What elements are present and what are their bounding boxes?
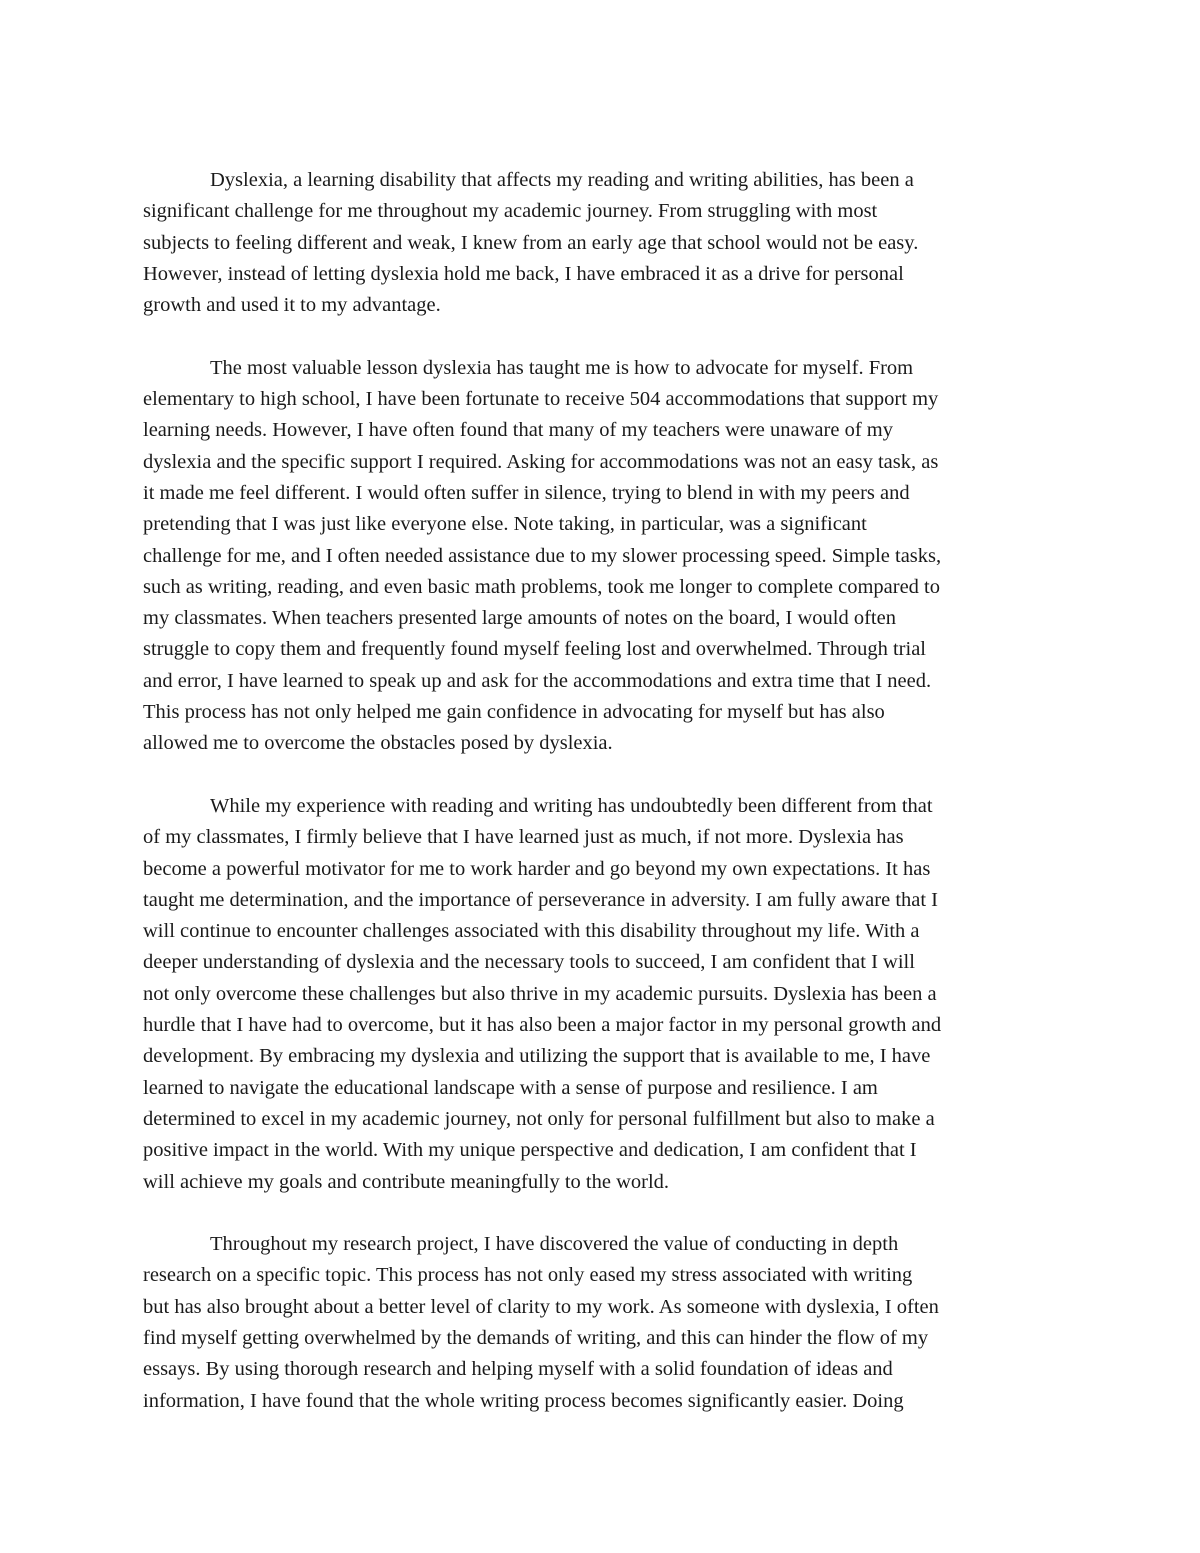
text-line: of my classmates, I firmly believe that I have learned just as much, if not more. Dyslexia has xyxy=(143,826,904,849)
paragraph-2 xyxy=(143,353,1063,760)
text-line: Throughout my research project, I have discovered the value of conducting in depth xyxy=(210,1233,899,1256)
text-line: This process has not only helped me gain confidence in advocating for myself but has also xyxy=(143,701,885,724)
text-line: development. By embracing my dyslexia and utilizing the support that is available to me, I have xyxy=(143,1045,931,1068)
text-line: find myself getting overwhelmed by the demands of writing, and this can hinder the flow of my xyxy=(143,1326,929,1349)
text-line: hurdle that I have had to overcome, but it has also been a major factor in my personal growth and xyxy=(143,1014,942,1037)
text-line: allowed me to overcome the obstacles posed by dyslexia. xyxy=(143,732,613,755)
text-line: taught me determination, and the importance of perseverance in adversity. I am fully aware that I xyxy=(143,888,939,911)
text-line: pretending that I was just like everyone else. Note taking, in particular, was a significant xyxy=(143,513,867,536)
text-line: it made me feel different. I would often suffer in silence, trying to blend in with my peers and xyxy=(143,481,910,504)
paragraph-3 xyxy=(143,791,1063,1198)
text-line: learning needs. However, I have often found that many of my teachers were unaware of my xyxy=(143,419,893,442)
text-line: The most valuable lesson dyslexia has taught me is how to advocate for myself. From xyxy=(210,356,914,379)
text-line: not only overcome these challenges but also thrive in my academic pursuits. Dyslexia has been a xyxy=(143,982,937,1005)
text-line: growth and used it to my advantage. xyxy=(143,294,441,317)
text-line: dyslexia and the specific support I required. Asking for accommodations was not an easy task, as xyxy=(143,450,939,473)
text-line: essays. By using thorough research and helping myself with a solid foundation of ideas and xyxy=(143,1358,893,1381)
paragraph-4 xyxy=(143,1229,1063,1417)
text-line: information, I have found that the whole writing process becomes significantly easier. Doing xyxy=(143,1389,904,1412)
text-line: elementary to high school, I have been fortunate to receive 504 accommodations that support my xyxy=(143,388,939,411)
text-line: deeper understanding of dyslexia and the necessary tools to succeed, I am confident that I will xyxy=(143,951,915,974)
text-line: positive impact in the world. With my unique perspective and dedication, I am confident that I xyxy=(143,1139,917,1162)
text-line: become a powerful motivator for me to work harder and go beyond my own expectations. It has xyxy=(143,857,931,880)
paragraph-1 xyxy=(143,165,1063,321)
text-line: my classmates. When teachers presented large amounts of notes on the board, I would often xyxy=(143,607,896,630)
text-line: such as writing, reading, and even basic math problems, took me longer to complete compared to xyxy=(143,575,940,598)
text-line: challenge for me, and I often needed assistance due to my slower processing speed. Simple tasks, xyxy=(143,544,942,567)
text-line: but has also brought about a better level of clarity to my work. As someone with dyslexia, I often xyxy=(143,1295,939,1318)
text-line: However, instead of letting dyslexia hold me back, I have embraced it as a drive for personal xyxy=(143,262,904,285)
text-line: determined to excel in my academic journey, not only for personal fulfillment but also to make a xyxy=(143,1107,935,1130)
text-line: struggle to copy them and frequently found myself feeling lost and overwhelmed. Through trial xyxy=(143,638,926,661)
text-line: research on a specific topic. This process has not only eased my stress associated with writing xyxy=(143,1264,913,1287)
text-line: Dyslexia, a learning disability that affects my reading and writing abilities, has been a xyxy=(210,169,914,191)
text-line: significant challenge for me throughout my academic journey. From struggling with most xyxy=(143,200,878,223)
text-line: will continue to encounter challenges associated with this disability throughout my life. With a xyxy=(143,920,920,943)
text-line: and error, I have learned to speak up and ask for the accommodations and extra time that I need. xyxy=(143,669,932,692)
text-line: learned to navigate the educational landscape with a sense of purpose and resilience. I am xyxy=(143,1076,878,1099)
text-line: will achieve my goals and contribute meaningfully to the world. xyxy=(143,1170,670,1193)
document-body xyxy=(143,165,1063,1417)
text-line: While my experience with reading and writing has undoubtedly been different from that xyxy=(210,794,933,817)
text-line: subjects to feeling different and weak, I knew from an early age that school would not be easy. xyxy=(143,231,919,254)
